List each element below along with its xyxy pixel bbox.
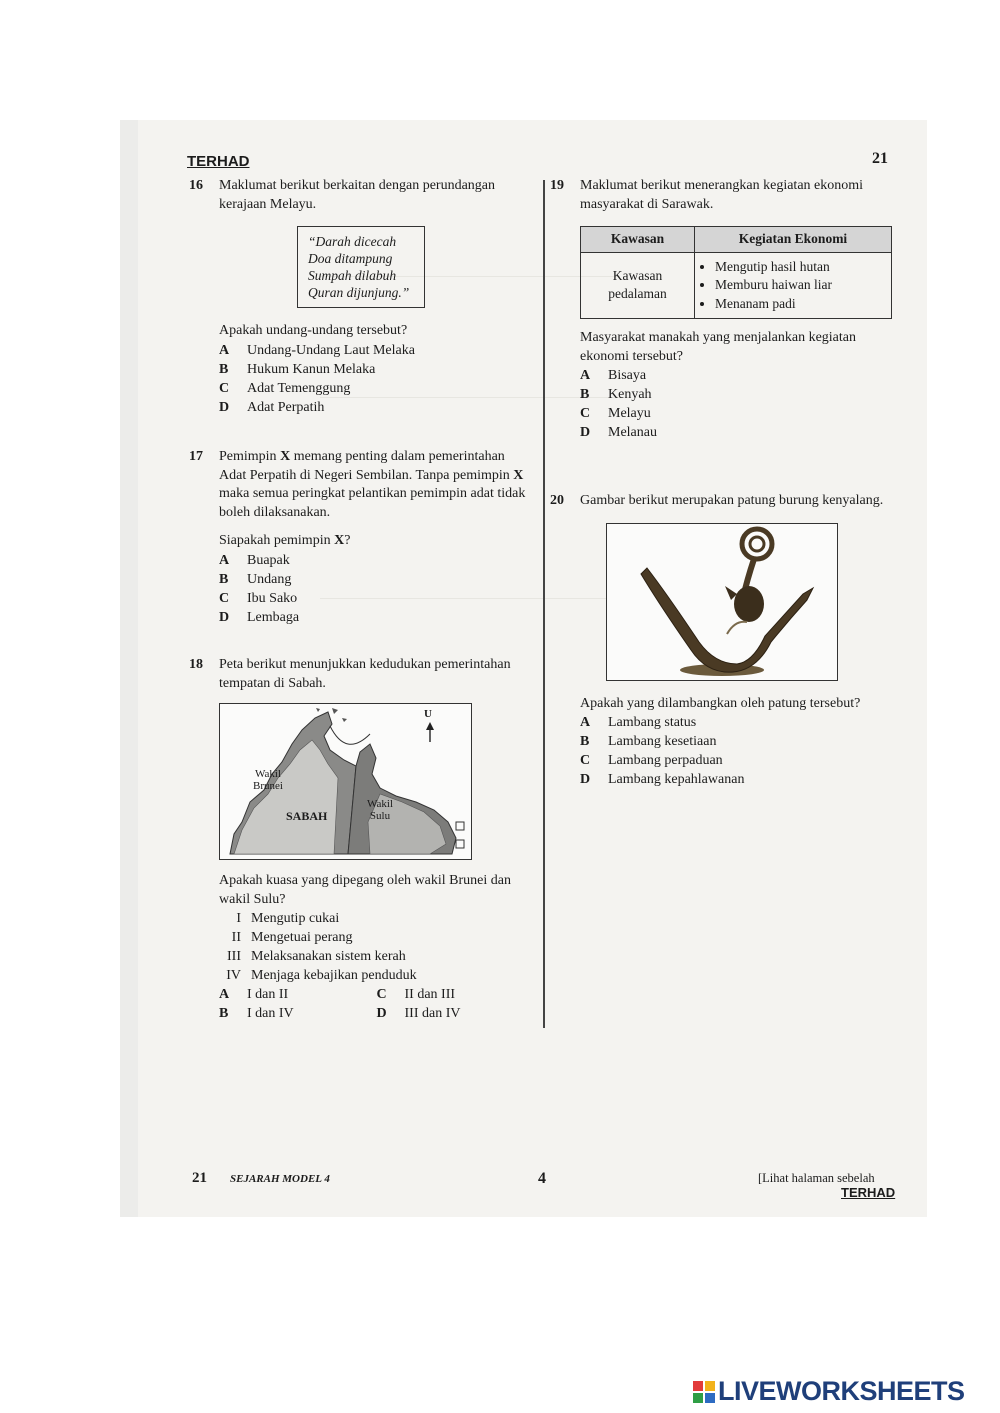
wakil-brunei-label: Wakil Brunei xyxy=(253,768,283,792)
question-prompt: Masyarakat manakah yang menjalankan kegiatan ekonomi tersebut? xyxy=(580,330,856,364)
hornbill-statue-image xyxy=(606,523,838,681)
table-row xyxy=(581,252,892,319)
option-letter: A xyxy=(580,715,591,730)
economy-table xyxy=(580,226,892,319)
activity-item: • Memburu haiwan liar xyxy=(715,276,885,295)
statement-roman: III xyxy=(227,949,241,964)
statement-i xyxy=(219,909,534,928)
option-text: Lambang status xyxy=(608,715,697,730)
wakil-sulu-label: Wakil Sulu xyxy=(367,798,393,822)
option-text: II dan III xyxy=(404,987,456,1002)
north-label: U xyxy=(424,708,432,720)
activity-item: • Menanam padi xyxy=(715,295,885,314)
option-letter: A xyxy=(219,987,230,1002)
question-17 xyxy=(189,448,534,627)
question-16 xyxy=(189,177,534,417)
option-d[interactable] xyxy=(580,770,898,789)
question-number: 20 xyxy=(550,493,564,508)
question-number: 18 xyxy=(189,657,203,672)
option-a[interactable] xyxy=(219,985,377,1004)
option-text: Undang-Undang Laut Melaka xyxy=(247,342,415,358)
statement-roman: IV xyxy=(226,968,241,983)
option-text: Undang xyxy=(247,571,292,587)
statement-text: Mengutip cukai xyxy=(251,911,340,926)
sabah-map xyxy=(219,703,472,860)
option-letter: B xyxy=(580,387,590,402)
quote-line: Sumpah dilabuh xyxy=(308,268,397,283)
option-c[interactable] xyxy=(219,379,534,398)
question-prompt: Apakah yang dilambangkan oleh patung tersebut? xyxy=(580,695,861,711)
footer-code: 21 xyxy=(192,1170,207,1186)
column-header: Kegiatan Ekonomi xyxy=(695,227,892,253)
option-text: Bisaya xyxy=(608,368,647,383)
statement-iii xyxy=(219,947,534,966)
option-text: Lembaga xyxy=(247,609,300,625)
option-letter: D xyxy=(219,609,230,625)
option-row xyxy=(219,1004,534,1023)
question-prompt xyxy=(219,532,534,551)
stem-text: Pemimpin xyxy=(219,449,281,464)
column-divider xyxy=(543,180,545,1028)
question-number: 19 xyxy=(550,178,564,193)
option-text: I dan II xyxy=(247,987,289,1002)
question-19 xyxy=(550,177,898,442)
question-stem: Gambar berikut merupakan patung burung kenyalang. xyxy=(580,493,884,508)
liveworksheets-logo-text: LIVEWORKSHEETS xyxy=(718,1376,965,1406)
option-a[interactable] xyxy=(219,341,534,360)
option-letter: A xyxy=(580,368,591,383)
table-cell-activities xyxy=(695,252,892,319)
option-a[interactable] xyxy=(580,366,898,385)
leader-x: X xyxy=(513,467,524,483)
option-text: Melayu xyxy=(608,406,651,421)
quote-line: Doa ditampung xyxy=(308,251,393,266)
option-text: Hukum Kanun Melaka xyxy=(247,361,376,377)
option-letter: B xyxy=(219,571,229,587)
question-stem: Peta berikut menunjukkan kedudukan pemerintahan tempatan di Sabah. xyxy=(219,657,511,691)
scanned-page xyxy=(120,120,927,1217)
option-letter: C xyxy=(219,380,230,396)
question-prompt: Apakah kuasa yang dipegang oleh wakil Brunei dan wakil Sulu? xyxy=(219,873,511,907)
option-a[interactable] xyxy=(580,713,898,732)
statement-roman: I xyxy=(236,911,241,926)
table-cell-area: Kawasan pedalaman xyxy=(581,252,695,319)
activity-item: • Mengutip hasil hutan xyxy=(715,258,885,277)
leader-x: X xyxy=(334,533,345,548)
footer-page-number: 4 xyxy=(538,1170,546,1187)
option-letter: B xyxy=(219,361,229,377)
hornbill-statue-drawing xyxy=(607,524,837,680)
option-text: Lambang perpaduan xyxy=(608,753,723,768)
stem-text: maka semua peringkat pelantikan pemimpin adat tidak boleh dilaksanakan. xyxy=(219,486,526,520)
option-letter: D xyxy=(376,1006,387,1021)
option-d[interactable] xyxy=(219,398,534,417)
option-c[interactable] xyxy=(219,589,534,608)
statement-text: Melaksanakan sistem kerah xyxy=(251,949,406,964)
liveworksheets-logo-icon xyxy=(693,1381,715,1403)
option-d[interactable] xyxy=(219,608,534,627)
option-a[interactable] xyxy=(219,551,534,570)
liveworksheets-logo[interactable] xyxy=(693,1376,965,1407)
option-b[interactable] xyxy=(219,570,534,589)
option-letter: C xyxy=(376,987,387,1002)
footer-subject: SEJARAH MODEL 4 xyxy=(230,1173,330,1185)
header-restricted: TERHAD xyxy=(187,153,250,170)
option-c[interactable] xyxy=(580,751,898,770)
column-header: Kawasan xyxy=(581,227,695,253)
question-stem xyxy=(219,448,534,522)
statement-ii xyxy=(219,928,534,947)
option-text: Lambang kepahlawanan xyxy=(608,772,745,787)
question-number: 17 xyxy=(189,449,203,464)
option-text: Adat Temenggung xyxy=(247,380,351,396)
stem-text: memang penting dalam pemerintahan Adat Perpatih di Negeri Sembilan. Tanpa pemimpin xyxy=(219,449,514,483)
option-text: Buapak xyxy=(247,552,290,568)
option-letter: D xyxy=(219,399,230,415)
prompt-text: ? xyxy=(344,533,351,548)
option-text: Kenyah xyxy=(608,387,652,402)
option-b[interactable] xyxy=(219,360,534,379)
option-text: I dan IV xyxy=(247,1006,294,1021)
option-text: Ibu Sako xyxy=(247,590,298,606)
option-letter: B xyxy=(580,734,590,749)
footer-restricted: TERHAD xyxy=(841,1185,896,1200)
option-letter: C xyxy=(580,753,591,768)
statement-text: Mengetuai perang xyxy=(251,930,353,945)
quote-line: Quran dijunjung.” xyxy=(308,285,410,300)
footer-next-page: [Lihat halaman sebelah xyxy=(758,1171,875,1185)
question-stem: Maklumat berikut berkaitan dengan perundangan kerajaan Melayu. xyxy=(219,178,496,212)
option-letter: A xyxy=(219,342,230,358)
option-c[interactable] xyxy=(377,985,535,1004)
quote-box xyxy=(297,226,425,308)
option-b[interactable] xyxy=(219,1004,377,1023)
statement-roman: II xyxy=(231,930,241,945)
option-letter: D xyxy=(580,772,591,787)
option-c[interactable] xyxy=(580,404,898,423)
table-header-row xyxy=(581,227,892,253)
prompt-text: Siapakah pemimpin xyxy=(219,533,335,548)
option-letter: A xyxy=(219,552,230,568)
option-letter: B xyxy=(219,1006,229,1021)
question-20 xyxy=(550,492,898,789)
statement-text: Menjaga kebajikan penduduk xyxy=(251,968,417,983)
option-letter: D xyxy=(580,425,591,440)
option-b[interactable] xyxy=(580,385,898,404)
statement-iv xyxy=(219,966,534,985)
option-text: Lambang kesetiaan xyxy=(608,734,717,749)
option-text: Adat Perpatih xyxy=(247,399,325,415)
question-prompt: Apakah undang-undang tersebut? xyxy=(219,323,408,338)
quote-line: “Darah dicecah xyxy=(308,234,397,249)
question-18 xyxy=(189,656,534,1023)
option-text: III dan IV xyxy=(404,1006,461,1021)
option-d[interactable] xyxy=(377,1004,535,1023)
option-text: Melanau xyxy=(608,425,657,440)
option-letter: C xyxy=(580,406,591,421)
leader-x: X xyxy=(280,449,291,464)
question-stem: Maklumat berikut menerangkan kegiatan ekonomi masyarakat di Sarawak. xyxy=(580,178,864,212)
option-b[interactable] xyxy=(580,732,898,751)
option-d[interactable] xyxy=(580,423,898,442)
header-page-number: 21 xyxy=(872,150,888,167)
question-number: 16 xyxy=(189,178,203,193)
option-row xyxy=(219,985,534,1004)
sabah-label: SABAH xyxy=(286,809,328,823)
option-letter: C xyxy=(219,590,230,606)
